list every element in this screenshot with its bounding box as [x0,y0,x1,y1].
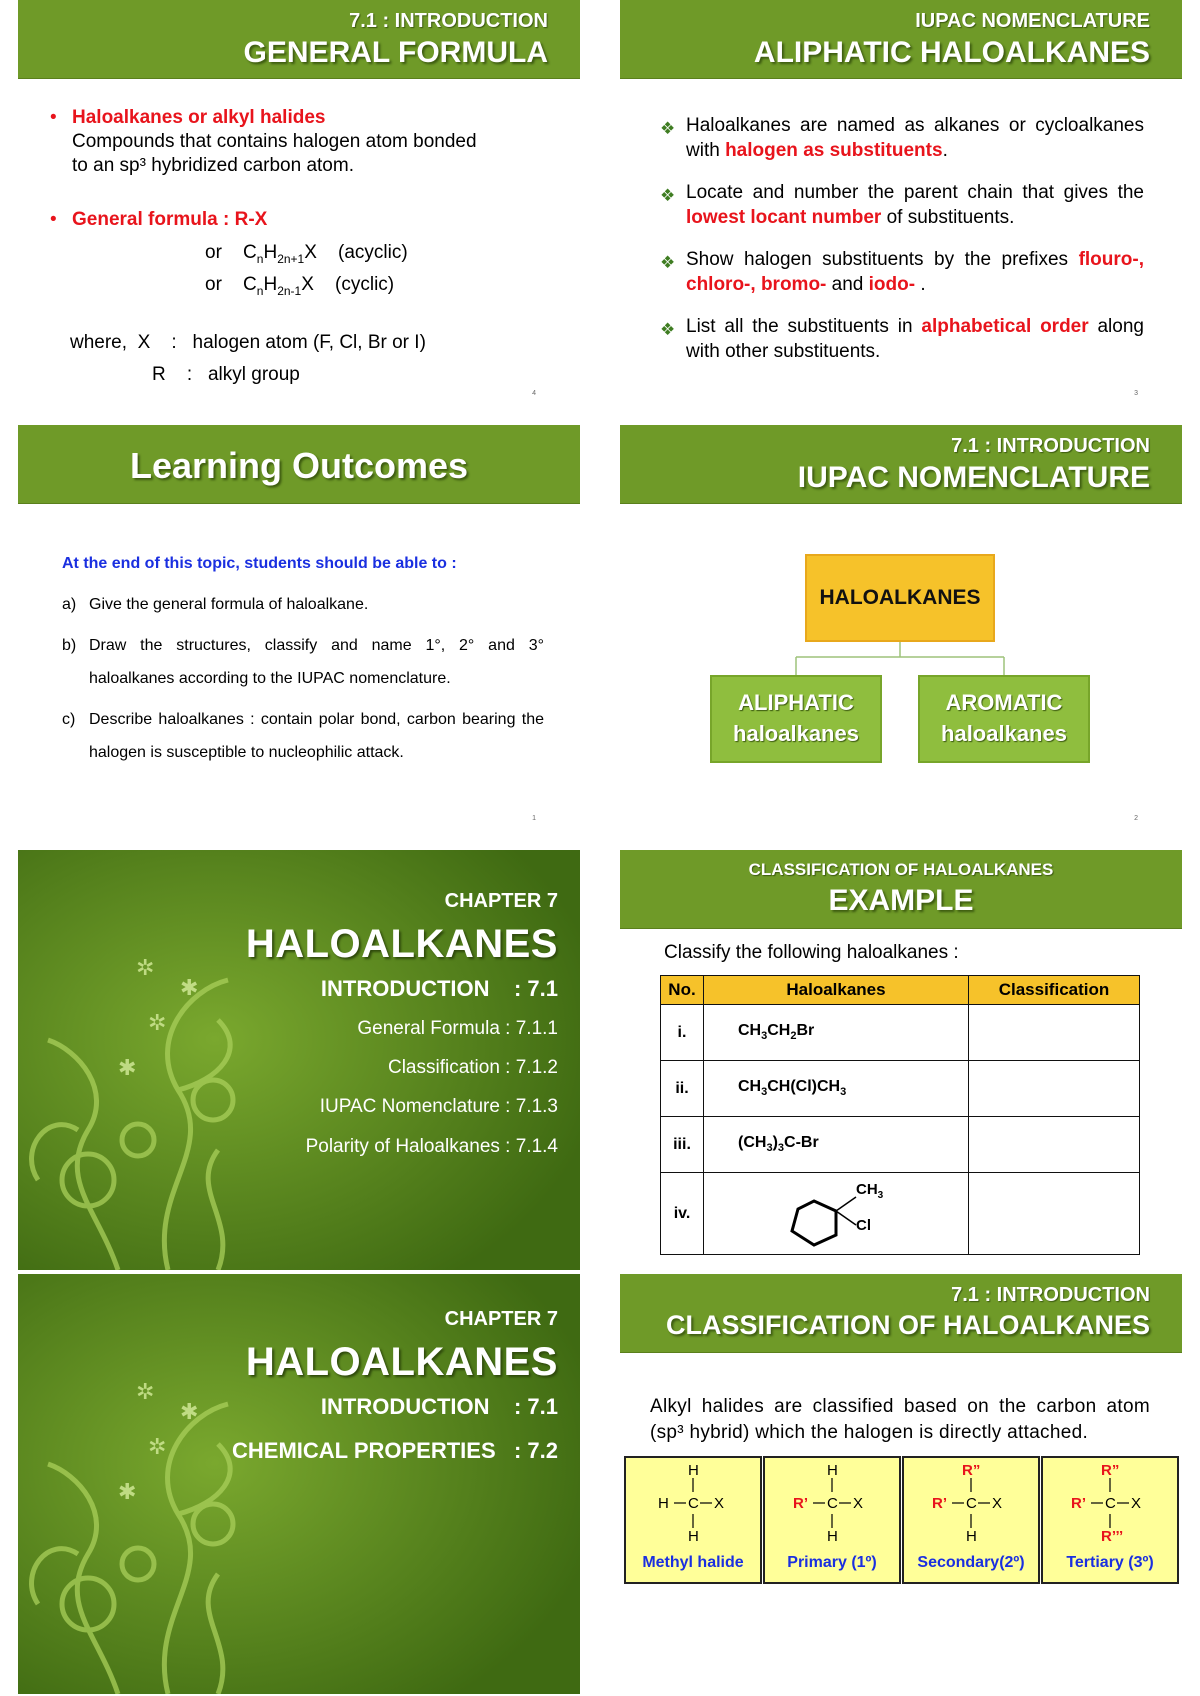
slide-title: GENERAL FORMULA [243,36,548,69]
chapter-title: HALOALKANES [245,1340,558,1384]
row-number: iv. [661,1173,704,1255]
slide-header-band [18,0,580,78]
svg-text:✲: ✲ [148,1011,167,1036]
outcome-letter: a) [62,596,77,613]
svg-text:✲: ✲ [136,956,155,981]
bullet-dot: • [50,209,57,230]
outcome-text: Draw the structures, classify and name 1°, 2° and 3° haloalkanes according to the IUPAC nomenclature. [89,637,544,687]
colon: : [186,364,193,385]
table-row [661,1061,1140,1117]
atom-x: X [1131,1495,1142,1512]
formula-acyclic: or $C_nH_{2n+1}X$ (acyclic) [205,242,408,266]
slide-header-band [620,850,1182,928]
bullet-dot: • [50,107,57,128]
section-item: Classification : 7.1.2 [387,1057,558,1078]
atom-h: H [827,1528,838,1545]
where-label: where, [70,332,128,353]
slide-header-band [620,1274,1182,1352]
rule-item: ❖ Haloalkanes are named as alkanes or cycloalkanes with halogen as substituents. [660,115,1144,161]
formula-cyclic: or $C_nH_{2n-1}X$ (cyclic) [205,274,395,298]
formula-label: (acyclic) [338,242,408,263]
atom-c: C [1105,1495,1116,1512]
svg-text:✱: ✱ [180,1400,199,1425]
aliphatic-sublabel: haloalkanes [733,721,859,746]
atom-r: R” [962,1462,981,1479]
atom-r: R’’’ [1101,1528,1124,1545]
page-number: 2 [1134,815,1138,822]
atom-x: X [714,1495,725,1512]
atom-r: R’ [932,1495,947,1512]
outcome-text: Give the general formula of haloalkane. [89,596,369,613]
outcomes-intro: At the end of this topic, students should be able to : [62,555,457,572]
slide-title: EXAMPLE [828,884,974,917]
col-header: No. [661,976,704,1005]
section-chemical-properties: CHEMICAL PROPERTIES : 7.2 [232,1438,558,1463]
col-header: Classification [969,976,1140,1005]
row-number: ii. [661,1061,704,1117]
formula-x: X [304,242,317,263]
page-number: 4 [532,390,536,397]
diamond-bullet-icon: ❖ [660,119,676,138]
row-classification-cell[interactable] [969,1173,1140,1255]
slide-title: CLASSIFICATION OF HALOALKANES [666,1310,1150,1340]
formula-x: X [301,274,314,295]
atom-c: C [966,1495,977,1512]
example-table [660,975,1140,1255]
svg-text:✲: ✲ [148,1435,167,1460]
chapter-label: CHAPTER 7 [444,1308,558,1330]
chapter-title: HALOALKANES [245,922,558,966]
or-word: or [205,274,222,295]
outcome-item [62,703,544,769]
table-row [661,1173,1140,1255]
diamond-bullet-icon: ❖ [660,186,676,205]
atom-c: C [688,1495,699,1512]
aromatic-sublabel: haloalkanes [941,721,1067,746]
outcome-item [62,629,544,695]
formula-c: C [243,242,257,263]
formula-c: C [243,274,257,295]
cyclopentane-structure [704,1173,966,1253]
where-line-r [152,364,300,386]
slide-aliphatic-haloalkanes [620,0,1182,405]
bullet-text-line: Compounds that contains halogen atom bonded [72,131,477,152]
x-symbol: X [137,332,151,353]
col-header: Haloalkanes [704,976,969,1005]
label-methyl-halide: Methyl halide [642,1554,744,1571]
chapter-label: CHAPTER 7 [444,890,558,912]
slide-title: IUPAC NOMENCLATURE [797,461,1150,494]
row-number: i. [661,1005,704,1061]
slide-classification-example [620,850,1182,1255]
x-definition: halogen atom (F, Cl, Br or I) [192,332,426,353]
outcome-letter: b) [62,637,77,654]
rule-item: ❖ Show halogen substituents by the prefixes flouro-, chloro-, bromo- and iodo- . [660,249,1144,295]
cl-label: Cl [856,1217,871,1234]
bullet-general-formula [50,208,267,232]
row-formula: $CH_3CH(Cl)CH_3$ [704,1061,969,1117]
haloalkanes-root-box: HALOALKANES [805,554,995,642]
r-definition: alkyl group [207,364,300,385]
formula-label: (cyclic) [335,274,395,295]
r-symbol: R [152,364,166,385]
slide-learning-outcomes [18,425,580,830]
atom-h: H [827,1462,838,1479]
structure-box [624,1456,762,1584]
outcome-item [62,588,544,621]
ch3-label: $CH_3$ [856,1181,884,1201]
slide-subtitle: CLASSIFICATION OF HALOALKANES [748,860,1054,879]
atom-h: H [688,1462,699,1479]
bullet-alkyl-halides [50,106,477,178]
section-item: Polarity of Haloalkanes : 7.1.4 [305,1136,558,1157]
atom-r: R’ [1071,1495,1086,1512]
structure-box [1041,1456,1179,1584]
atom-c: C [827,1495,838,1512]
atom-h: H [658,1495,669,1512]
or-word: or [205,242,222,263]
table-row [661,1117,1140,1173]
classification-description: Alkyl halides are classified based on the carbon atom (sp³ hybrid) which the halogen is directly attached. [650,1396,1150,1443]
label-secondary: Secondary(2º) [917,1554,1025,1571]
slide-general-formula [18,0,580,405]
slide-title: ALIPHATIC HALOALKANES [753,36,1150,69]
slide-header-band [18,425,580,503]
bullet-text-line: to an sp³ hybridized carbon atom. [72,155,354,176]
row-formula: $(CH_3)_3C-Br$ [704,1117,969,1173]
slide-subtitle: IUPAC NOMENCLATURE [915,10,1150,32]
colon: : [171,332,177,353]
page-number: 3 [1134,390,1138,397]
structure-box [902,1456,1040,1584]
slide-subtitle: 7.1 : INTRODUCTION [951,435,1150,457]
svg-text:✲: ✲ [136,1380,155,1405]
section-intro: INTRODUCTION : 7.1 [320,1394,558,1419]
row-classification-cell[interactable] [969,1061,1140,1117]
structure-box [763,1456,901,1584]
slide-cover-introduction [18,850,580,1270]
slide-title: Learning Outcomes [129,445,469,486]
atom-r: R” [1101,1462,1120,1479]
atom-x: X [853,1495,864,1512]
rule-item: ❖ Locate and number the parent chain that gives the lowest locant number of substituents. [660,182,1144,228]
table-header-row [661,976,1140,1005]
atom-h: H [688,1528,699,1545]
row-classification-cell[interactable] [969,1005,1140,1061]
floral-swirl-decoration [18,1274,580,1694]
label-tertiary: Tertiary (3º) [1066,1554,1154,1571]
row-structure [704,1173,969,1255]
outcome-letter: c) [62,711,76,728]
bullet-title: General formula : R-X [72,209,268,230]
atom-r: R’ [793,1495,808,1512]
row-formula: $CH_3CH_2Br$ [704,1005,969,1061]
diamond-bullet-icon: ❖ [660,253,676,272]
slide-header-band [620,0,1182,78]
aromatic-box [918,675,1090,763]
bullet-title: Haloalkanes or alkyl halides [72,107,326,128]
row-classification-cell[interactable] [969,1117,1140,1173]
rule-item: ❖ List all the substituents in alphabetical order along with other substituents. [660,316,1144,362]
page-number: 1 [532,815,536,822]
aliphatic-box [710,675,882,763]
label-primary: Primary (1º) [787,1554,877,1571]
slide-cover-chemical-properties [18,1274,580,1694]
section-item: IUPAC Nomenclature : 7.1.3 [319,1096,558,1117]
svg-text:✱: ✱ [118,1480,137,1505]
aromatic-label: AROMATIC [945,690,1063,715]
svg-text:✱: ✱ [180,976,199,1001]
table-row [661,1005,1140,1061]
slide-subtitle: 7.1 : INTRODUCTION [951,1284,1150,1306]
atom-x: X [992,1495,1003,1512]
slide-subtitle: 7.1 : INTRODUCTION [349,10,548,32]
where-line-x [70,332,426,354]
outcome-text: Describe haloalkanes : contain polar bond, carbon bearing the halogen is susceptible to nucleophilic attack. [89,711,544,761]
example-prompt: Classify the following haloalkanes : [664,942,959,963]
row-number: iii. [661,1117,704,1173]
slide-iupac-nomenclature [620,425,1182,830]
section-item: General Formula : 7.1.1 [357,1018,558,1039]
atom-h: H [966,1528,977,1545]
svg-text:✱: ✱ [118,1056,137,1081]
section-intro: INTRODUCTION : 7.1 [320,976,558,1001]
diamond-bullet-icon: ❖ [660,320,676,339]
aliphatic-label: ALIPHATIC [738,690,854,715]
